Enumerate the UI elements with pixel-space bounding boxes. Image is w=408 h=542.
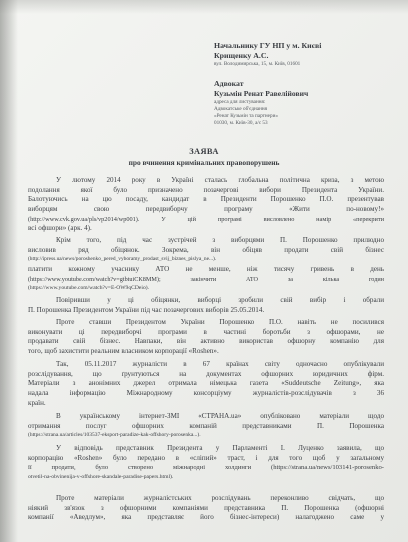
addressee-to-line: Начальнику ГУ НП у м. Києві [214, 41, 322, 50]
paragraph-line: подолання якої було призначено позачергові вибори Президента України. [28, 185, 384, 194]
paragraph-line: Так, 05.11.2017 журналісти в 67 країнах світу одночасно опублікували [56, 360, 384, 368]
paragraph-line: її продати, було створено міжнародні холдинги (https://strana.ua/news/103141-porosenko- [28, 464, 384, 472]
paragraph-line: країн. [28, 398, 46, 407]
paragraph-line: виконувати ці передвиборчі програми в частині боротьби з офшорами, не [28, 327, 384, 336]
sender-line: адреса для листування: [214, 99, 266, 105]
paragraph-line: надала інформацію Міжнародному консорціуму журналістів-розслідувачів з 36 [28, 389, 384, 398]
addressee-address: вул. Володимирська, 15, м. Київ, 01601 [214, 61, 301, 67]
paragraph-2 [28, 236, 384, 294]
paragraph-line: корпорацію «Roshen» було передано в «сліпий» траст, і для того щоб у заґальному [28, 453, 384, 462]
paragraph-line: Повіривши у ці обіцянки, виборці зробили свій вибір і обрали [56, 296, 384, 304]
paragraph-line: продавати свій бізнес. Навпаки, він активно використав офшорну компанію для [28, 337, 384, 346]
paragraph-6 [28, 412, 384, 441]
paragraph-line: отримання послуг офшорних компаній представниками П. Порошенка [28, 421, 384, 430]
paragraph-line: Балотуючись на цю посаду, кандидат в Президенти Порошенко П.О. презентував [28, 195, 384, 204]
paragraph-line: (https://www.youtube.com/watch?v=E-OW9qCDeio). [28, 285, 150, 292]
paragraph-line: ніякий зв'язок з офшорними компаніями представника П. Порошенка (офшорні [28, 503, 384, 512]
paragraph-line: (http://www.cvk.gov.ua/pls/vp2014/wp001). У цій програмі висловлено намір «перекрити [28, 215, 384, 223]
paragraph-line: Проте ставши Президентом України Порошенко П.О. навіть не посилився [56, 318, 384, 326]
paragraph-line: (https://strana.ua/articles/103537-eksport-paradize-kak-offshory-porosenka...). [28, 432, 201, 439]
paragraph-line: того, щоб захистити реальним власником корпорації «Roshen». [28, 347, 219, 356]
paragraph-3 [28, 296, 384, 315]
sender-role: Адвокат [214, 79, 244, 88]
sender-name: Кузьмін Ренат Равелійович [214, 89, 309, 98]
addressee-name: Крищенку А.С. [214, 51, 269, 60]
paragraph-line: виборцям свою передвиборчу програму «Жити по-новому!» [28, 205, 384, 214]
paragraph-1 [28, 176, 384, 234]
paragraph-line: Проте матеріали журналістських розслідувань переконливо свідчать, що [56, 494, 384, 502]
document-subtitle: про вчинення кримінальних правопорушень [128, 158, 280, 167]
paragraph-line: У відповідь представник Президента у Парламенті І. Луценко заявила, що [56, 444, 384, 452]
sender-line: Адвокатське об'єднання [214, 106, 268, 112]
paragraph-line: (https://www.youtube.com/watch?v=gtbtuiCK8MM); закінчити АТО за кілька годин [28, 275, 384, 283]
paragraph-line: всі офшори» (арк. 4). [28, 224, 92, 233]
paragraph-line: платити кожному учаснику АТО не менше, ніж тисячу гривень в день [28, 265, 384, 274]
paragraph-line: (http://ipress.ua/news/poroshenko_pered_vyboramy_prodast_svij_biznes_pislya_ne...). [28, 256, 217, 263]
paragraph-7 [28, 444, 384, 483]
paragraph-line: Крім того, під час зустрічей з виборцями П. Порошенко прилюдно [56, 236, 384, 244]
page-left-shadow [0, 0, 18, 542]
paragraph-8 [28, 494, 384, 523]
paragraph-line: компанії «Аведлум», яка представляє його бізнес-інтереси) налагоджено саме у [28, 513, 384, 522]
paragraph-line: П. Порошенка Президентом України під час позачергових виборів 25.05.2014. [28, 305, 265, 314]
paragraph-line: розслідування, що ґрунтуються на документах офшорних юридичних фірм. [28, 369, 384, 378]
paragraph-line: висловив ряд обіцянок. Зокрема, він обіцяв продати свій бізнес [28, 245, 384, 254]
paragraph-4 [28, 318, 384, 357]
sender-line: «Ренат Кузьмін та партнери» [214, 113, 278, 119]
page-top-shadow [0, 0, 408, 14]
paragraph-line: В українському інтернет-ЗМІ «СТРАНА.ua» опубліковано матеріали щодо [56, 412, 384, 420]
paragraph-line: otvetil-na-obvinenija-v-offshore-skandale-paradise-papers.html). [28, 474, 174, 481]
document-title: ЗАЯВА [189, 147, 219, 156]
paragraph-5 [28, 360, 384, 408]
paragraph-line: Матеріали з анонімних джерел отримала німецька газета «Suddeutsche Zeitung», яка [28, 379, 384, 388]
sender-line: 01030, м. Київ-30, а/с 53 [214, 120, 268, 126]
paragraph-line: У лютому 2014 року в Україні сталась глобальна політична криза, з метою [56, 176, 384, 184]
